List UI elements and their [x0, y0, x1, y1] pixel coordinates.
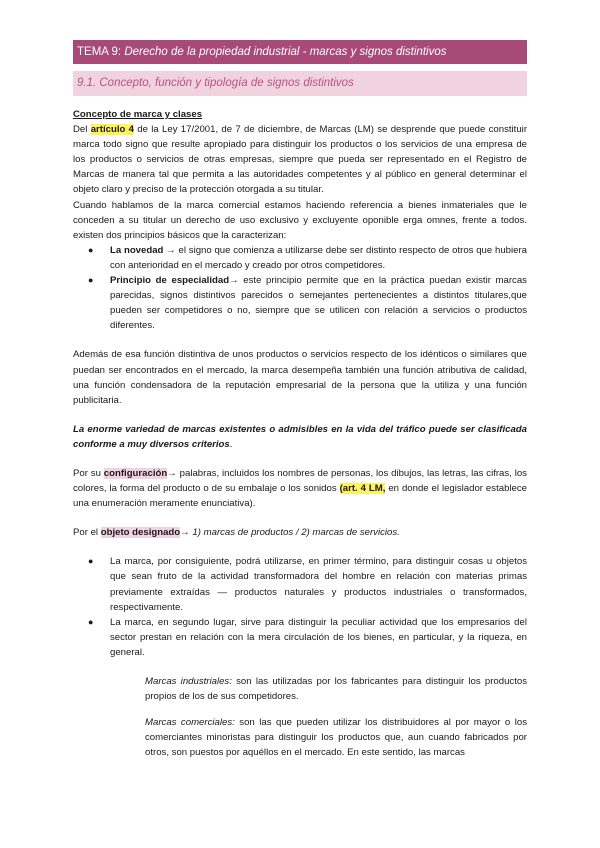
paragraph-objeto: Por el objeto designado→ 1) marcas de productos / 2) marcas de servicios. [73, 527, 400, 539]
highlight-objeto: objeto designado [100, 527, 181, 539]
section-heading: Concepto de marca y clases [73, 109, 203, 120]
paragraph-comerciales: Marcas comerciales: son las que pueden utilizar los distribuidores al por mayor o los comerciantes minoristas para distinguir los productos que, aun cuando fabricados por otros, son puestos por aquéllos en el mercado. En este sentido, las marcas [145, 717, 528, 759]
principles-list [73, 243, 527, 334]
paragraph-definition: Del artículo 4 de la Ley 17/2001, de 7 de diciembre, de Marcas (LM) se desprende que puede constituir marca todo signo que resulte apropiado para distinguir los productos o los servicios de una empresa de los productos o servicios de otras empresas, siempre que pueda ser representado en el Registro de Marcas de manera tal que permita a las autoridades competentes y al público en general determinar el objeto claro y preciso de la protección otorgada a su titular. [73, 124, 528, 196]
bullet-icon: ● [88, 275, 94, 286]
paragraph-classification: La enorme variedad de marcas existentes o admisibles en la vida del tráfico puede ser clasificada conforme a muy diversos criterios. [73, 423, 527, 450]
list-item: ● Principio de especialidad→ este principio permite que en la práctica puedan existir marcas parecidas, signos distintivos parecidos o semejantes pertenecientes a distintos titulares,que pueden ser competidores o no, siempre que se utilicen con relación a servicios o productos diferentes. [88, 275, 527, 332]
bullet-icon: ● [88, 556, 94, 567]
list-item: ● La marca, por consiguiente, podrá utilizarse, en primer término, para distinguir cosas u objetos que sean fruto de la actividad transformadora del hombre en relación con materias primas previamente extraídas — productos naturales y productos industriales o transformados, respectivamente. [88, 556, 527, 613]
bullet-icon: ● [88, 244, 94, 255]
list-item: ● La novedad → el signo que comienza a utilizarse debe ser distinto respecto de otros que hubiera con anterioridad en el mercado y creado por otros competidores. [88, 244, 527, 271]
chapter-header [73, 40, 527, 64]
paragraph-configuracion: Por su configuración→ palabras, incluidos los nombres de personas, los dibujos, las letras, las cifras, los colores, la forma del producto o de su embalaje o los sonidos (art. 4 LM, en donde el legislador establece una enumeración meramente enunciativa). [73, 467, 528, 510]
highlight-configuracion: configuración [103, 467, 168, 479]
list-item: ● La marca, en segundo lugar, sirve para distinguir la peculiar actividad que los empresarios del sector prestan en relación con la mera circulación de los bienes, en particular, y la riqueza, en general. [88, 616, 527, 658]
paragraph-functions: Además de esa función distintiva de unos productos o servicios respecto de los idénticos o similares que puedan ser encontrados en el mercado, la marca desempeña también una función atributiva de calidad, una función condensadora de la reputación empresarial de la persona que la utiliza y una función publicitaria. [73, 349, 527, 406]
document-body [73, 107, 527, 760]
paragraph-principles-intro: Cuando hablamos de la marca comercial estamos haciendo referencia a bienes inmateriales que le conceden a su titular un derecho de uso exclusivo y excluyente oponible erga omnes, frente a todos. existen dos principios básicos que la caracterizan: [73, 199, 527, 241]
highlight-art4: (art. 4 LM, [339, 483, 386, 495]
chapter-topic: Derecho de la propiedad industrial - marcas y signos distintivos [124, 46, 447, 58]
paragraph-industriales: Marcas industriales: son las utilizadas por los fabricantes para distinguir los productos propios de los de sus competidores. [145, 676, 528, 703]
highlight-articulo: artículo 4 [90, 124, 134, 136]
section-header: 9.1. Concepto, función y tipología de signos distintivos [73, 71, 527, 96]
objeto-list [73, 554, 527, 660]
bullet-icon: ● [88, 616, 94, 627]
chapter-number: TEMA 9: [77, 46, 122, 58]
